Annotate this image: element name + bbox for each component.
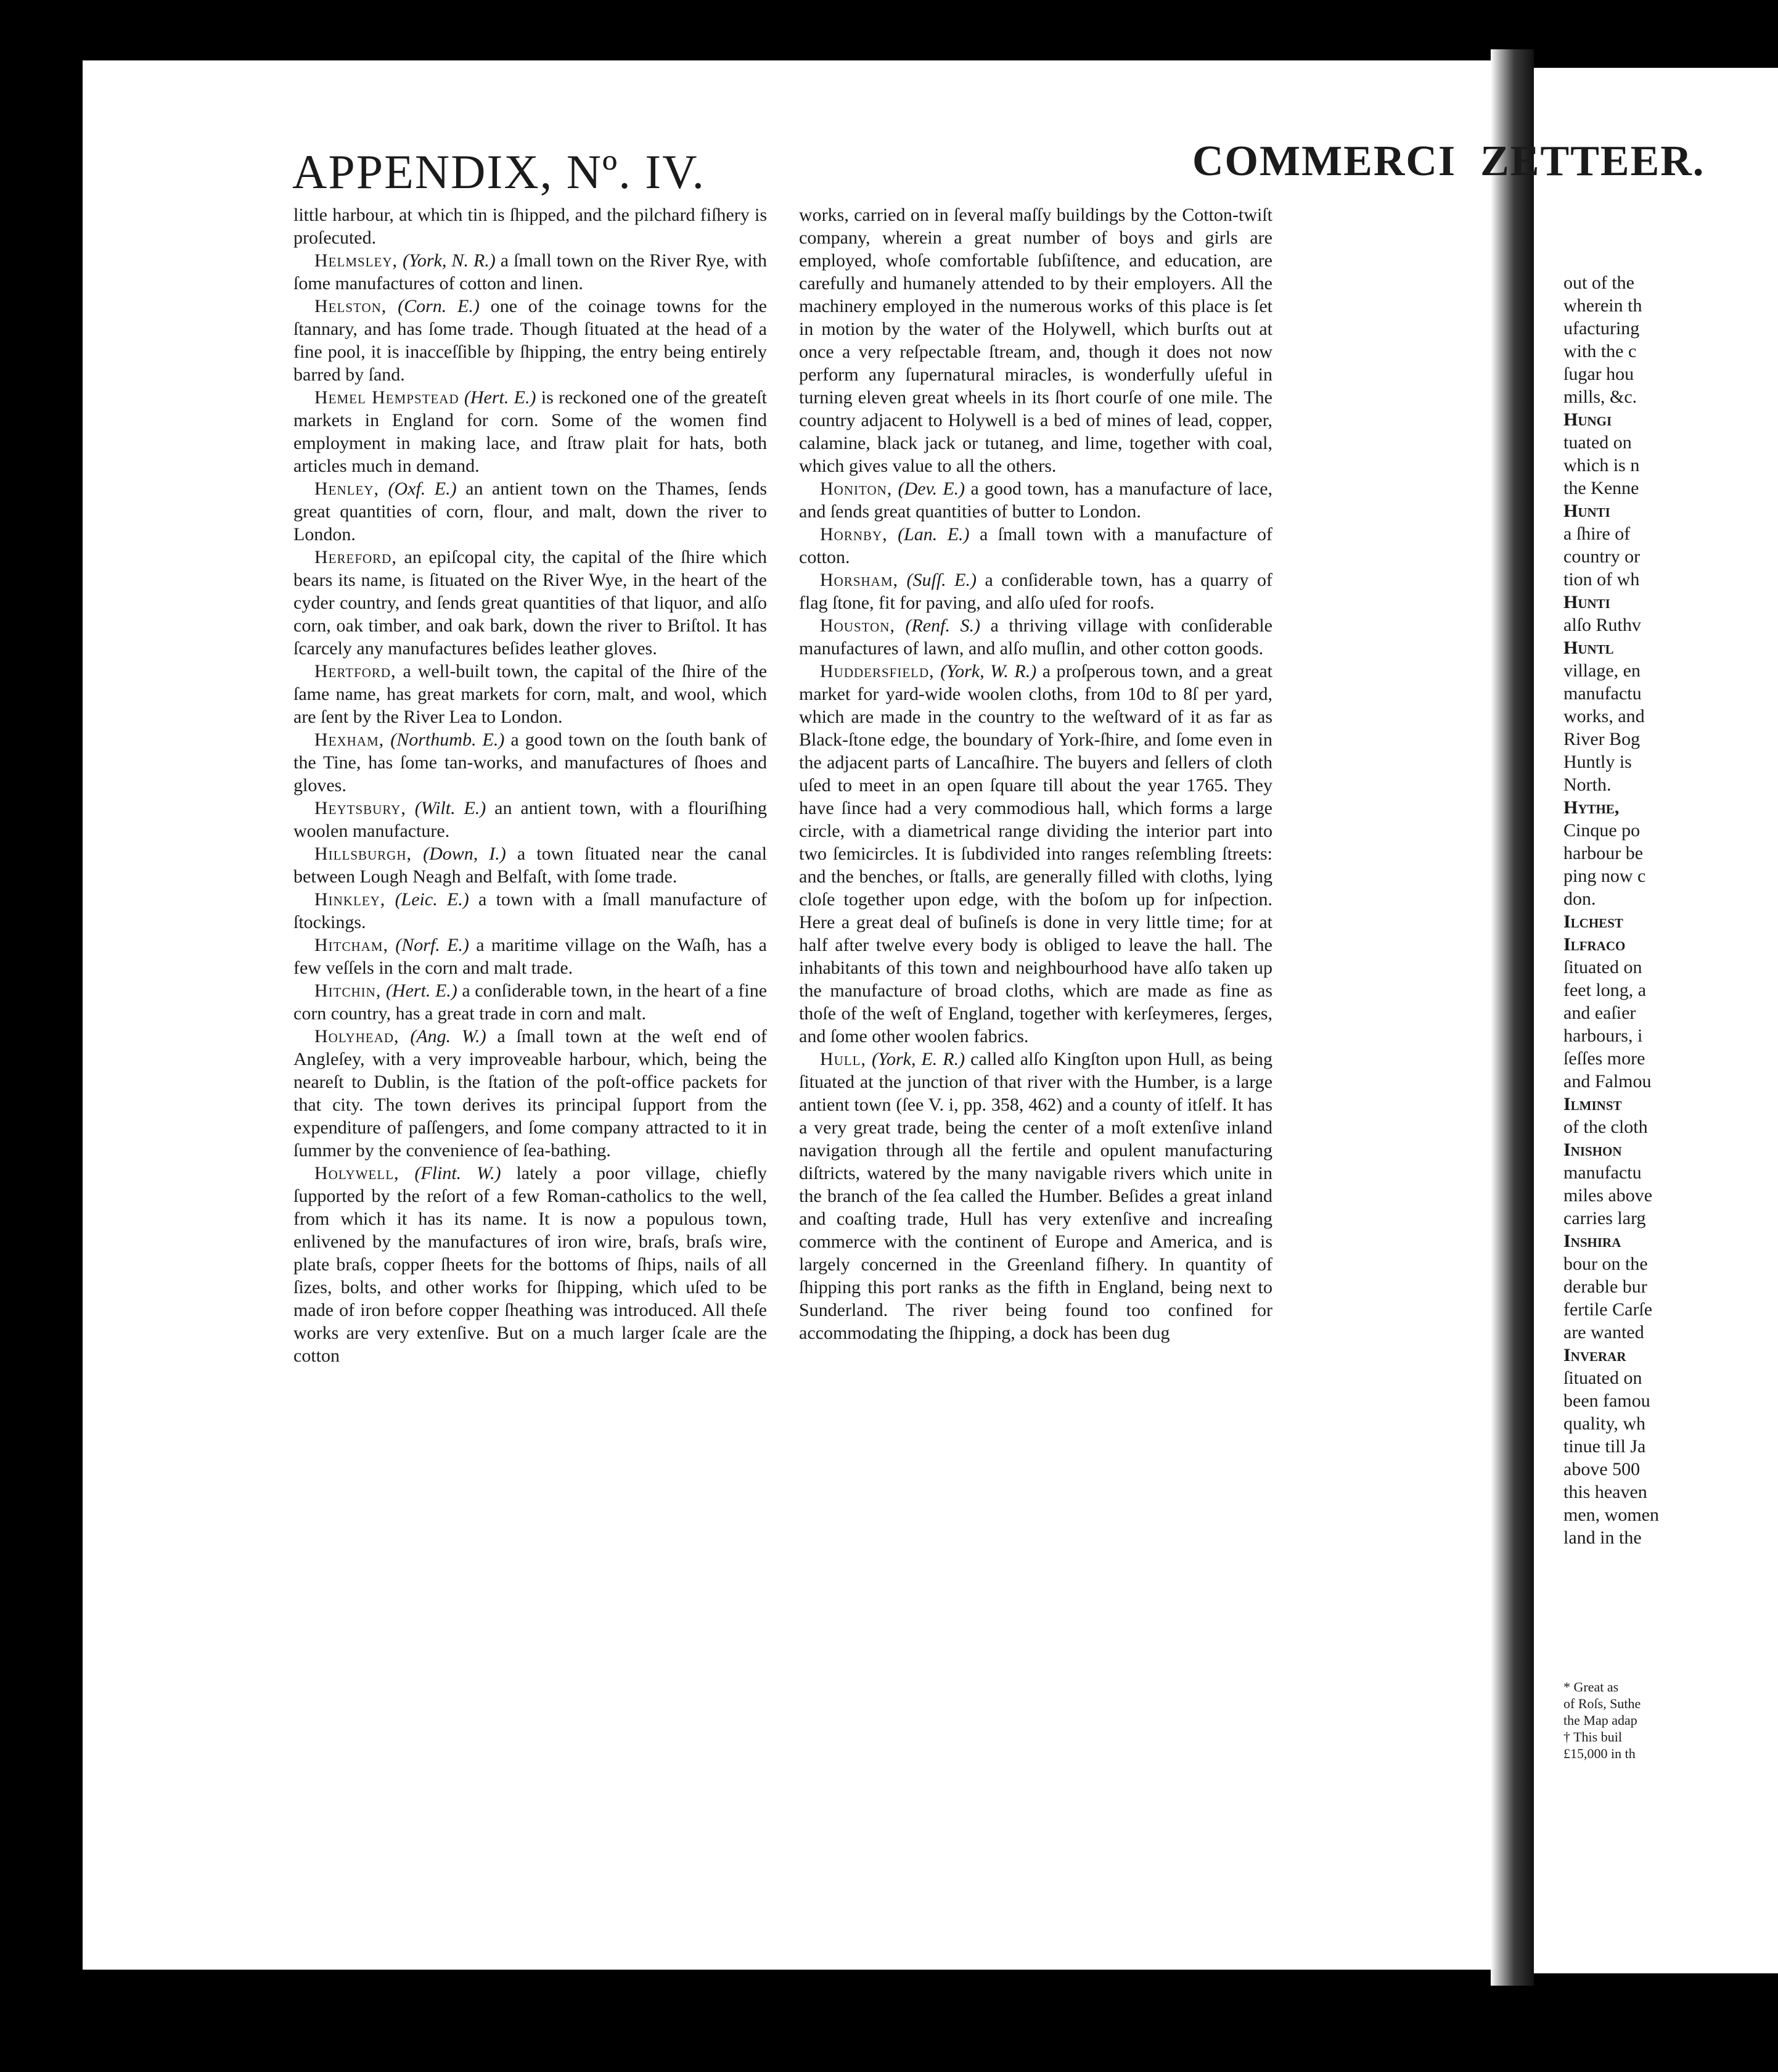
entry-headword: Hitcham, xyxy=(314,935,388,955)
gazetteer-entry xyxy=(293,546,767,660)
text-column-middle xyxy=(799,204,1272,1344)
entry-headword: Huddersfield, xyxy=(820,661,935,681)
gazetteer-entry xyxy=(293,979,767,1025)
entry-headword: Helston, xyxy=(314,296,387,316)
entry-headword: Houston, xyxy=(820,615,895,636)
footnote-fragment: † This buil xyxy=(1563,1729,1622,1745)
entry-text: a good town on the ſouth bank of the Tine, has ſome tan-works, and manufactures of ſhoes and gloves. xyxy=(293,730,767,796)
entry-text: little harbour, at which tin is ſhipped, and the pilchard fiſhery is proſecuted. xyxy=(293,205,767,248)
text-line-fragment: with the c xyxy=(1563,341,1637,361)
entry-headword-fragment: Hunti xyxy=(1563,592,1610,612)
text-line-fragment: village, en xyxy=(1563,660,1641,681)
text-line-fragment: above 500 xyxy=(1563,1459,1641,1479)
continued-text xyxy=(293,204,767,249)
text-line-fragment: this heaven xyxy=(1563,1482,1647,1502)
entry-location: (Suſſ. E.) xyxy=(906,570,977,590)
text-line-fragment: quality, wh xyxy=(1563,1413,1646,1434)
text-line-fragment: ping now c xyxy=(1563,866,1646,886)
text-line-fragment: ſituated on xyxy=(1563,957,1642,977)
text-line-fragment: men, women xyxy=(1563,1505,1659,1525)
entry-headword-fragment: Inshira xyxy=(1563,1231,1621,1251)
text-column-left xyxy=(293,204,767,1367)
entry-headword: Hereford, xyxy=(314,547,397,567)
footnote-fragment: * Great as xyxy=(1563,1679,1619,1695)
text-line-fragment: tion of wh xyxy=(1563,569,1640,590)
text-line-fragment: manufactu xyxy=(1563,683,1642,704)
entry-location: (Norf. E.) xyxy=(395,935,469,955)
text-line-fragment: don. xyxy=(1563,889,1596,909)
running-head-left: APPENDIX, Nº. IV. xyxy=(292,145,705,199)
text-line-fragment: the Kenne xyxy=(1563,478,1639,498)
gazetteer-entry xyxy=(293,842,767,888)
entry-text: a good town, has a manufacture of lace, and ſends great quantities of butter to London. xyxy=(799,479,1273,522)
entry-text: a ſmall town on the River Rye, with ſome manufactures of cotton and linen. xyxy=(293,250,768,294)
right-page-column xyxy=(1563,271,1773,1549)
entry-headword-fragment: Inverar xyxy=(1563,1345,1626,1365)
footnote-fragment: of Roſs, Suthe xyxy=(1563,1696,1641,1711)
text-line-fragment: derable bur xyxy=(1563,1276,1647,1297)
entry-text: a maritime village on the Waſh, has a few veſſels in the corn and malt trade. xyxy=(293,935,767,978)
entry-text: a proſperous town, and a great market for yard-wide woolen cloths, from 10d to 8ſ per yard, which are made in the country to the weſtward of it as far as Black-ſtone edge, the boundary of York-ſhire, and ſome even in the adjacent parts of Lancaſhire. The buyers and ſellers of cloth uſed to meet in an open ſquare till about the year 1765. They have ſince had a very commodious hall, which forms a large circle, with a diametrical range dividing the interior part into two ſemicircles. It is ſubdivided into ranges reſembling ſtreets: and the benches, or ſtalls, are generally filled with cloths, lying cloſe together upon edge, with the boſom up for inſpection. Here a great deal of buſineſs is done in very little time; for at half after twelve every body is obliged to leave the hall. The inhabitants of this town and neighbourhood have alſo taken up the manufacture of broad cloths, which are made as fine as thoſe of the weſt of England, together with kerſeymeres, ſerges, and ſome other woolen fabrics. xyxy=(799,661,1272,1046)
entry-headword-fragment: Ilchest xyxy=(1563,911,1623,932)
entry-location: (Wilt. E.) xyxy=(414,798,486,818)
entry-location: (Hert. E.) xyxy=(464,387,536,408)
entry-location: (York, W. R.) xyxy=(940,661,1037,681)
gazetteer-entry xyxy=(799,523,1272,569)
entry-headword: Hertford, xyxy=(314,661,396,681)
text-line-fragment: Huntly is xyxy=(1563,752,1632,772)
text-line-fragment: feet long, a xyxy=(1563,980,1647,1000)
text-line-fragment: been famou xyxy=(1563,1391,1650,1411)
entry-headword: Hinkley, xyxy=(314,889,386,910)
text-line-fragment: North. xyxy=(1563,775,1612,795)
entry-text: works, carried on in ſeveral maſſy buildings by the Cotton-twiſt company, wherein a great number of boys and girls are employed, whoſe comfortable ſubſiſtence, and education, are carefully and humanely attended to by their employers. All the machinery employed in the numerous works of this place is ſet in motion by the water of the Holywell, which burſts out at once a very reſpectable ſtream, and, though it does not now perform any ſupernatural miracles, is wonderfully uſeful in turning eleven great wheels in its ſhort courſe of one mile. The country adjacent to Holywell is a bed of mines of lead, copper, calamine, black jack or tutaneg, and lime, together with coal, which gives value to all the others. xyxy=(799,205,1272,476)
entry-text: is reckoned one of the greateſt markets in England for corn. Some of the women find employment in making lace, and ſtraw plait for hats, both articles much in demand. xyxy=(293,387,768,476)
entry-location: (Hert. E.) xyxy=(385,980,457,1001)
running-head-right: COMMERCI ZETTEER. xyxy=(1192,138,1705,185)
text-line-fragment: wherein th xyxy=(1563,295,1642,316)
text-line-fragment: out of the xyxy=(1563,273,1634,293)
entry-headword: Hull, xyxy=(820,1049,866,1069)
entry-text: called alſo Kingſton upon Hull, as being ſituated at the junction of that river with the Humber, is a large antient town (ſee V. i, pp. 358, 462) and a county of itſelf. It has a very great trade, being the center of a moſt extenſive inland navigation through all the fertile and opulent manufacturing diſtricts, watered by the many navigable rivers which unite in the branch of the ſea called the Humber. Beſides a great inland and coaſting trade, Hull has very extenſive and increaſing commerce with the continent of Europe and America, and is largely concerned in the Greenland fiſhery. In quantity of ſhipping this port ranks as the fifth in England, being next to Sunderland. The river being found too confined for accommodating the ſhipping, a dock has been dug xyxy=(799,1049,1273,1343)
entry-location: (Corn. E.) xyxy=(398,296,480,316)
gazetteer-entry xyxy=(293,249,767,295)
entry-headword: Henley, xyxy=(314,479,379,499)
entry-location: (Lan. E.) xyxy=(898,524,970,545)
entry-text: a well-built town, the capital of the ſhire of the ſame name, has great markets for corn, malt, and wool, which are ſent by the River Lea to London. xyxy=(293,661,768,727)
entry-headword: Hemel Hempstead xyxy=(314,387,459,408)
gazetteer-entry xyxy=(293,295,767,386)
text-line-fragment: of the cloth xyxy=(1563,1117,1648,1137)
text-line-fragment: which is n xyxy=(1563,455,1640,475)
right-page-footnotes xyxy=(1563,1679,1773,1762)
entry-headword: Honiton, xyxy=(820,479,893,499)
gazetteer-entry xyxy=(293,934,767,979)
entry-location: (York, N. R.) xyxy=(403,250,496,271)
entry-text: a conſiderable town, has a quarry of flag ſtone, fit for paving, and alſo uſed for roofs. xyxy=(799,570,1273,613)
text-line-fragment: tuated on xyxy=(1563,432,1632,453)
gazetteer-entry xyxy=(293,477,767,546)
text-line-fragment: ſituated on xyxy=(1563,1368,1642,1388)
entry-location: (Ang. W.) xyxy=(410,1026,486,1046)
entry-headword: Heytsbury, xyxy=(314,798,406,818)
gazetteer-entry xyxy=(293,728,767,797)
continued-text xyxy=(799,204,1272,477)
entry-text: lately a poor village, chiefly ſupported by the reſort of a few Roman-catholics to the well, from which it has its name. It is now a populous town, enlivened by the manufactures of iron wire, braſs, braſs wire, plate braſs, copper ſheets for the bottoms of ſhips, nails of all ſizes, bolts, and other works for ſhipping, which uſed to be made of iron before copper ſheathing was introduced. All theſe works are very extenſive. But on a much larger ſcale are the cotton xyxy=(293,1163,768,1366)
entry-location: (Leic. E.) xyxy=(395,889,469,910)
gazetteer-entry xyxy=(293,888,767,934)
entry-location: (Down, I.) xyxy=(423,844,506,864)
text-line-fragment: ufacturing xyxy=(1563,318,1640,339)
entry-text: an antient town, with a flouriſhing woolen manufacture. xyxy=(293,798,767,841)
text-line-fragment: land in the xyxy=(1563,1527,1642,1548)
entry-headword-fragment: Inishon xyxy=(1563,1140,1622,1160)
entry-headword-fragment: Ilminst xyxy=(1563,1094,1622,1114)
entry-headword-fragment: Hunti xyxy=(1563,501,1610,521)
gazetteer-entry xyxy=(293,1162,767,1367)
entry-headword: Hexham, xyxy=(314,730,385,750)
entry-text: a ſmall town at the weſt end of Angleſey, with a very improveable harbour, which, being the neareſt to Dublin, is the ſtation of the poſt-office packets for that city. The town derives its principal ſupport from the expenditure of paſſengers, and ſome company attracted to it in ſummer by the convenience of ſea-bathing. xyxy=(293,1026,768,1161)
entry-location: (Northumb. E.) xyxy=(390,730,505,750)
text-line-fragment: carries larg xyxy=(1563,1208,1646,1228)
entry-text: an epiſcopal city, the capital of the ſhire which bears its name, is ſituated on the River Wye, in the heart of the cyder country, and ſends great quantities of that liquor, and alſo corn, oak timber, and oak bark, down the river to Briſtol. It has ſcarcely any manufactures beſides leather gloves. xyxy=(293,547,768,659)
gazetteer-entry xyxy=(293,660,767,728)
gazetteer-entry xyxy=(799,614,1272,660)
footnote-fragment: £15,000 in th xyxy=(1563,1746,1636,1761)
text-line-fragment: miles above xyxy=(1563,1185,1653,1206)
entry-location: (Oxf. E.) xyxy=(388,479,457,499)
entry-headword-fragment: Hythe, xyxy=(1563,797,1620,818)
gazetteer-entry xyxy=(293,386,767,477)
text-line-fragment: mills, &c. xyxy=(1563,387,1637,407)
text-line-fragment: Cinque po xyxy=(1563,820,1641,841)
text-line-fragment: manufactu xyxy=(1563,1162,1642,1183)
text-line-fragment: bour on the xyxy=(1563,1254,1648,1274)
gazetteer-entry xyxy=(799,477,1272,523)
entry-text: an antient town on the Thames, ſends great quantities of corn, flour, and malt, down the river to London. xyxy=(293,479,767,545)
text-line-fragment: ſugar hou xyxy=(1563,364,1634,384)
gazetteer-entry xyxy=(799,569,1272,614)
gazetteer-entry xyxy=(799,1048,1272,1344)
text-line-fragment: ſeſſes more xyxy=(1563,1048,1645,1069)
entry-location: (Renf. S.) xyxy=(905,615,980,636)
text-line-fragment: harbour be xyxy=(1563,843,1644,863)
entry-text: a ſmall town with a manufacture of cotton. xyxy=(799,524,1272,567)
entry-text: a town with a ſmall manufacture of ſtockings. xyxy=(293,889,767,932)
text-line-fragment: River Bog xyxy=(1563,729,1641,749)
text-line-fragment: and eaſier xyxy=(1563,1003,1636,1023)
entry-text: one of the coinage towns for the ſtannary, and has ſome trade. Though ſituated at the head of a fine pool, it is inacceſſible by ſhipping, the entry being entirely barred by ſand. xyxy=(293,296,767,385)
entry-headword: Holyhead, xyxy=(314,1026,399,1046)
entry-text: a thriving village with conſiderable manufactures of lawn, and alſo muſlin, and other cotton goods. xyxy=(799,615,1273,659)
text-line-fragment: and Falmou xyxy=(1563,1071,1652,1092)
text-line-fragment: fertile Carſe xyxy=(1563,1299,1653,1320)
entry-headword-fragment: Ilfraco xyxy=(1563,934,1626,955)
entry-headword-fragment: Hungi xyxy=(1563,409,1612,430)
entry-headword: Hitchin, xyxy=(314,980,382,1001)
entry-headword: Helmsley, xyxy=(314,250,398,271)
entry-headword-fragment: Huntl xyxy=(1563,638,1614,658)
entry-location: (York, E. R.) xyxy=(872,1049,965,1069)
book-gutter xyxy=(1491,49,1534,1986)
gazetteer-entry xyxy=(799,660,1272,1048)
entry-headword: Holywell, xyxy=(314,1163,399,1183)
gazetteer-entry xyxy=(293,1025,767,1162)
text-line-fragment: works, and xyxy=(1563,706,1645,726)
gazetteer-entry xyxy=(293,797,767,842)
entry-headword: Hillsburgh, xyxy=(314,844,412,864)
text-line-fragment: a ſhire of xyxy=(1563,524,1631,544)
text-line-fragment: alſo Ruthv xyxy=(1563,615,1641,635)
footnote-fragment: the Map adap xyxy=(1563,1712,1637,1728)
entry-headword: Horsham, xyxy=(820,570,899,590)
right-page xyxy=(1534,68,1778,1973)
entry-text: a town ſituated near the canal between Lough Neagh and Belfaſt, with ſome trade. xyxy=(293,844,767,887)
entry-headword: Hornby, xyxy=(820,524,888,545)
entry-text: a conſiderable town, in the heart of a fine corn country, has a great trade in corn and malt. xyxy=(293,980,768,1024)
text-line-fragment: harbours, i xyxy=(1563,1026,1643,1046)
entry-location: (Dev. E.) xyxy=(898,479,965,499)
text-line-fragment: country or xyxy=(1563,546,1641,567)
text-line-fragment: are wanted xyxy=(1563,1322,1644,1342)
text-line-fragment: tinue till Ja xyxy=(1563,1436,1646,1457)
entry-location: (Flint. W.) xyxy=(414,1163,501,1183)
